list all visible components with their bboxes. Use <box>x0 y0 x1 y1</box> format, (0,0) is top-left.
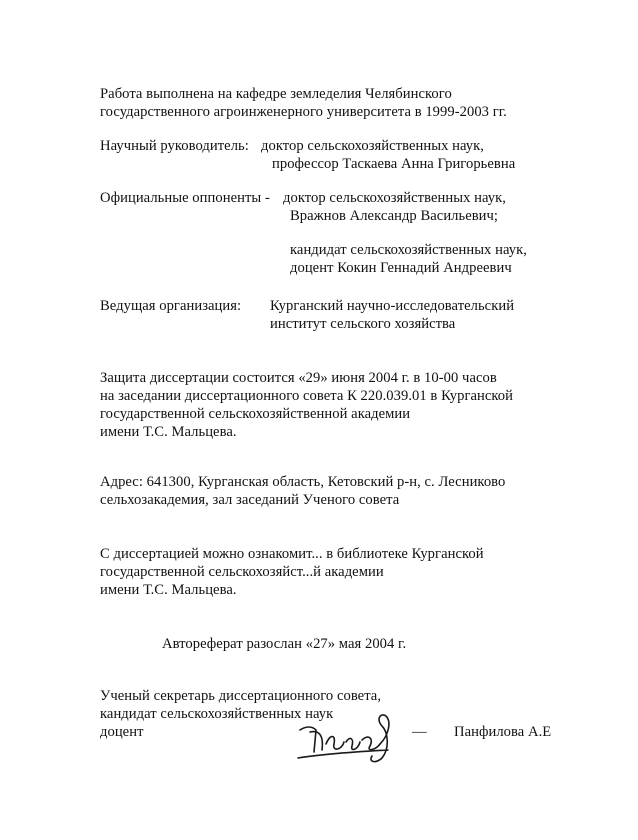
secretary-line-1: Ученый секретарь диссертационного совета, <box>100 688 382 704</box>
handwritten-signature <box>292 700 402 770</box>
lead-org-line-1: Курганский научно-исследовательский <box>270 298 515 314</box>
library-line-1: С диссертацией можно ознакомит... в библиотеке Курганской <box>100 546 484 562</box>
defense-line-4: имени Т.С. Мальцева. <box>100 424 237 440</box>
defense-line-2: на заседании диссертационного совета К 220.039.01 в Курганской <box>100 388 513 404</box>
opponent-1-line-1: доктор сельскохозяйственных наук, <box>283 190 506 206</box>
secretary-line-3: доцент <box>100 724 144 740</box>
signature-dash: — <box>412 724 427 740</box>
secretary-name: Панфилова А.Е <box>454 724 552 740</box>
lead-org-line-2: институт сельского хозяйства <box>270 316 456 332</box>
supervisor-line-1: доктор сельскохозяйственных наук, <box>261 138 484 154</box>
address-line-2: сельхозакадемия, зал заседаний Ученого совета <box>100 492 400 508</box>
intro-line-2: государственного агроинженерного университета в 1999-2003 гг. <box>100 104 507 120</box>
mailing-date: Автореферат разослан «27» мая 2004 г. <box>162 636 407 652</box>
defense-line-1: Защита диссертации состоится «29» июня 2004 г. в 10-00 часов <box>100 370 497 386</box>
opponent-2-line-1: кандидат сельскохозяйственных наук, <box>290 242 527 258</box>
defense-line-3: государственной сельскохозяйственной академии <box>100 406 411 422</box>
opponents-label: Официальные оппоненты - <box>100 190 270 206</box>
library-line-2: государственной сельскохозяйст...й академии <box>100 564 384 580</box>
intro-line-1: Работа выполнена на кафедре земледелия Челябинского <box>100 86 452 102</box>
library-line-3: имени Т.С. Мальцева. <box>100 582 237 598</box>
secretary-line-2: кандидат сельскохозяйственных наук <box>100 706 334 722</box>
opponent-1-line-2: Вражнов Александр Васильевич; <box>290 208 499 224</box>
supervisor-line-2: профессор Таскаева Анна Григорьевна <box>272 156 516 172</box>
lead-org-label: Ведущая организация: <box>100 298 242 314</box>
address-line-1: Адрес: 641300, Курганская область, Кетовский р-н, с. Лесниково <box>100 474 506 490</box>
opponent-2-line-2: доцент Кокин Геннадий Андреевич <box>290 260 512 276</box>
supervisor-label: Научный руководитель: <box>100 138 249 154</box>
